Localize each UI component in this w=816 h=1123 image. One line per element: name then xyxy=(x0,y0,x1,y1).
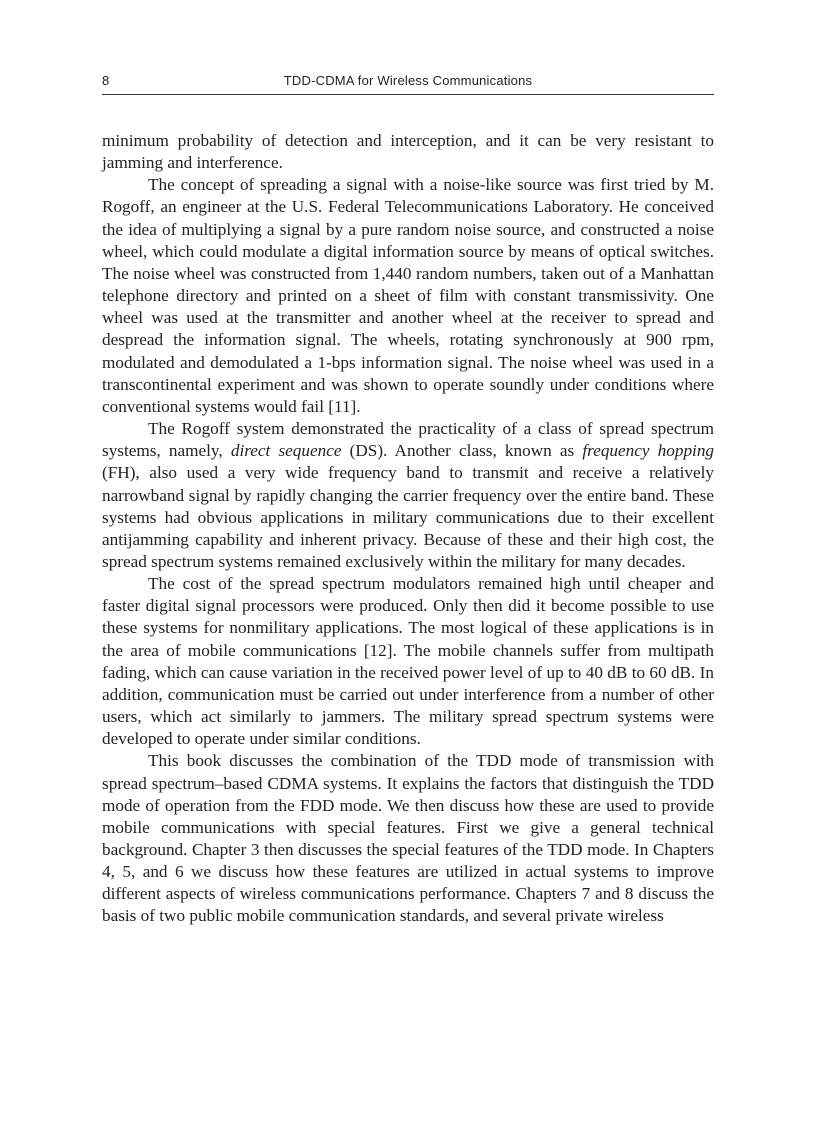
paragraph-text: The cost of the spread spectrum modulators remained high until cheaper and faster digital signal processors were produced. Only then did it become possible to use these systems for nonmilitary applications. The most logical of these applications is in the area of mobile communications [12]. The mobile channels suffer from multipath fading, which can cause variation in the received power level of up to 40 dB to 60 dB. In addition, communication must be carried out under interference from a number of other users, which act similarly to jammers. The military spread spectrum systems were developed to operate under similar conditions. xyxy=(102,574,714,749)
paragraph-1 xyxy=(102,130,714,174)
paragraph-text: The Rogoff system demonstrated the practicality of a class of spread spectrum systems, namely, xyxy=(102,419,714,461)
paragraph-text: (DS). Another class, known as xyxy=(341,441,583,461)
paragraph-4 xyxy=(102,573,714,750)
page-number: 8 xyxy=(102,73,110,88)
paragraph-5 xyxy=(102,750,714,927)
paragraph-text: The concept of spreading a signal with a noise-like source was first tried by M. Rogoff, an engineer at the U.S. Federal Telecommunications Laboratory. He conceived the idea of multiplying a signal by a pure random noise source, and constructed a noise wheel, which could modulate a digital information source by means of optical switches. The noise wheel was constructed from 1,440 random numbers, taken out of a Manhattan telephone directory and printed on a sheet of film with constant transmissivity. One wheel was used at the transmitter and another wheel at the receiver to spread and despread the information signal. The wheels, rotating synchronously at 900 rpm, modulated and demodulated a 1-bps information signal. The noise wheel was used in a transcontinental experiment and was shown to operate soundly under conditions where conventional systems would fail [11]. xyxy=(102,175,714,416)
paragraph-text: minimum probability of detection and interception, and it can be very resistant to jamming and interference. xyxy=(102,131,714,173)
running-title: TDD-CDMA for Wireless Communications xyxy=(283,73,533,88)
body-text xyxy=(102,130,714,928)
term-direct-sequence: direct sequence xyxy=(230,441,342,461)
paragraph-2 xyxy=(102,174,714,418)
paragraph-text: (FH), also used a very wide frequency band to transmit and receive a relatively narrowband signal by rapidly changing the carrier frequency over the entire band. These systems had obvious applications in military communications due to their excellent antijamming capability and inherent privacy. Because of these and their high cost, the spread spectrum systems remained exclusively within the military for many decades. xyxy=(102,463,714,571)
term-frequency-hopping: frequency hopping xyxy=(582,441,715,461)
paragraph-3 xyxy=(102,418,714,573)
running-header xyxy=(102,70,714,95)
paragraph-text: This book discusses the combination of the TDD mode of transmission with spread spectrum–based CDMA systems. It explains the factors that distinguish the TDD mode of operation from the FDD mode. We then discuss how these are used to provide mobile communications with special features. First we give a general technical background. Chapter 3 then discusses the special features of the TDD mode. In Chapters 4, 5, and 6 we discuss how these features are utilized in actual systems to improve different aspects of wireless communications performance. Chapters 7 and 8 discuss the basis of two public mobile communication standards, and several private wireless xyxy=(102,751,714,926)
